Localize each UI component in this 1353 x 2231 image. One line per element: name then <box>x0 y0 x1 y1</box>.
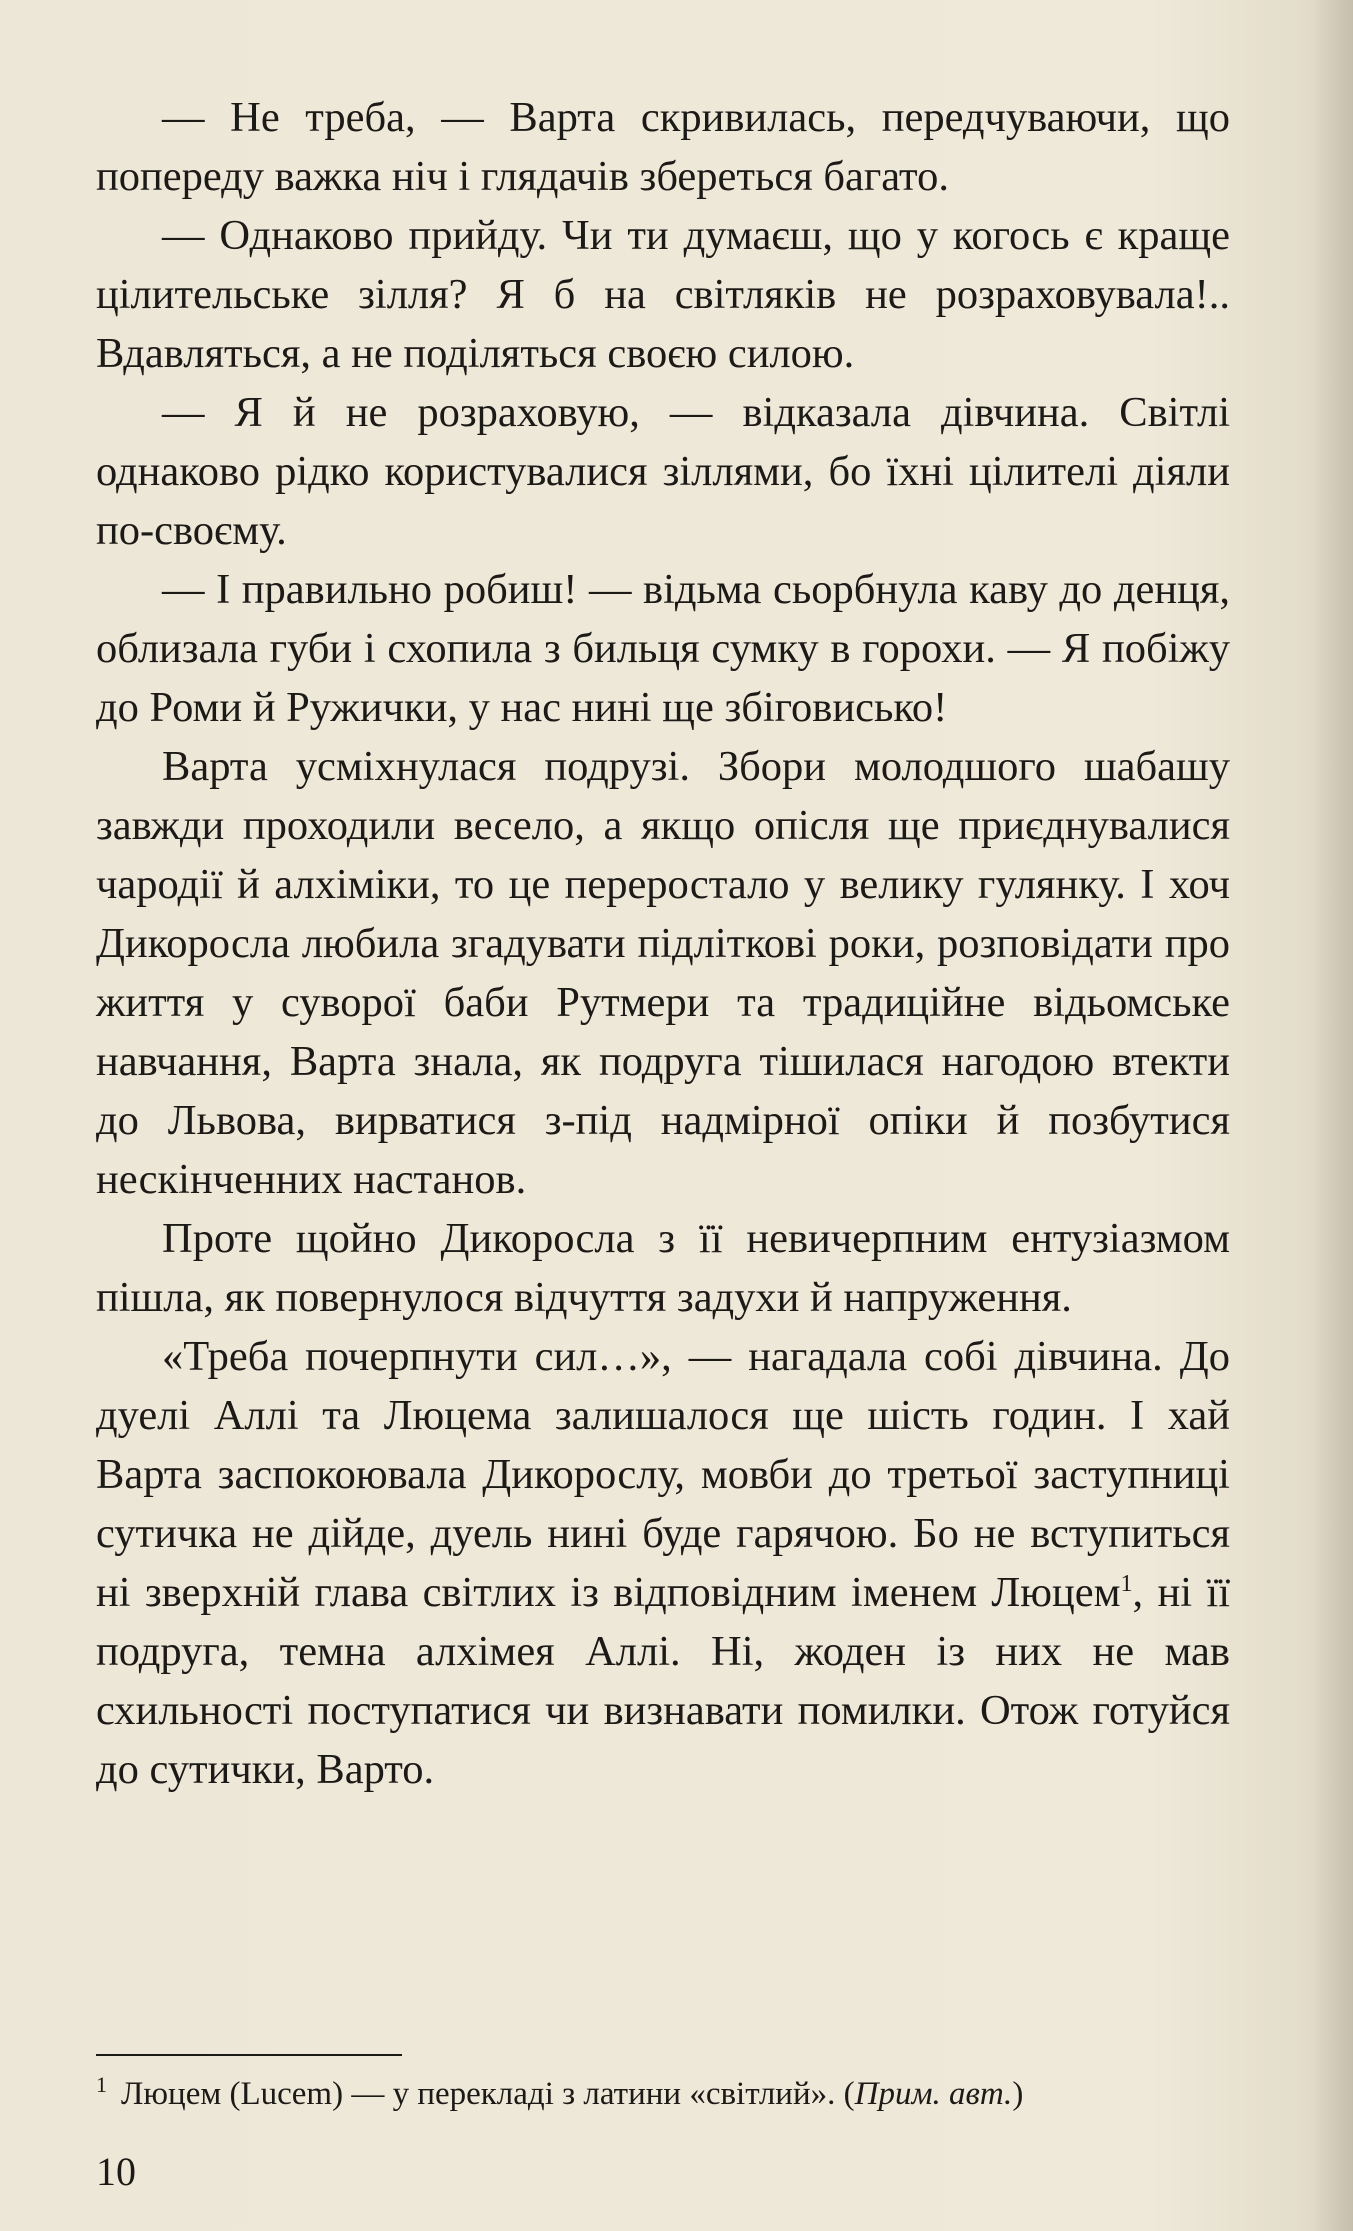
paragraph <box>96 1327 1230 1799</box>
paragraph: Варта усміхнулася подрузі. Збори молодшого шабашу завжди проходили весело, а якщо опісля ще приєднувалися чародії й алхіміки, то це переростало у велику гулянку. І хоч Дикоросла любила згадувати підліткові роки, розповідати про життя у суворої баби Рутмери та традиційне відьомське навчання, Варта знала, як подруга тішилася нагодою втекти до Львова, вирватися з-під надмірної опіки й позбутися нескінченних настанов. <box>96 743 1230 1203</box>
paragraph: Проте щойно Дикоросла з її невичерпним ентузіазмом пішла, як повернулося відчуття задухи й напруження. <box>96 1215 1230 1321</box>
paragraph: — Однаково прийду. Чи ти думаєш, що у когось є краще цілительське зілля? Я б на світляків не розраховувала!.. Вдавляться, а не поділяться своєю силою. <box>96 212 1230 377</box>
footnote-close: ) <box>1012 2076 1024 2112</box>
paragraph: — Я й не розраховую, — відказала дівчина. Світлі однаково рідко користувалися зіллями, бо їхні цілителі діяли по-своєму. <box>96 389 1230 554</box>
paragraph-text-after-footnote: , ні її подруга, темна алхімея Аллі. Ні, жоден із них не мав схильності поступатися чи визнавати помилки. Отож готуйся до сутички, Варто. <box>96 1569 1230 1793</box>
page-number: 10 <box>96 2149 136 2194</box>
footnote-reference[interactable]: 1 <box>1120 1570 1133 1597</box>
paragraph: — І правильно робиш! — відьма сьорбнула каву до денця, облизала губи і схопила з бильця сумку в горохи. — Я побіжу до Роми й Ружички, у нас нині ще збіговисько! <box>96 566 1230 731</box>
footnote-number: 1 <box>96 2072 107 2097</box>
main-text <box>96 88 1230 1799</box>
paragraph: — Не треба, — Варта скривилась, передчуваючи, що попереду важка ніч і глядачів збереться багато. <box>96 94 1230 200</box>
paragraph-text-before-footnote: «Треба почерпнути сил…», — нагадала собі дівчина. До дуелі Аллі та Люцема залишалося ще шість годин. І хай Варта заспокоювала Дикорослу, мовби до третьої заступниці сутичка не дійде, дуель нині буде гарячою. Бо не вступиться ні зверхній глава світлих із відповідним іменем Люцем <box>96 1333 1230 1616</box>
footnote-text: Люцем (Lucem) — у перекладі з латини «світлий». ( <box>121 2076 855 2112</box>
footnote-divider <box>96 2054 402 2056</box>
footnote-author-note: Прим. авт. <box>854 2076 1013 2112</box>
footnote <box>96 2072 1230 2116</box>
spine-shadow <box>1313 0 1353 2231</box>
